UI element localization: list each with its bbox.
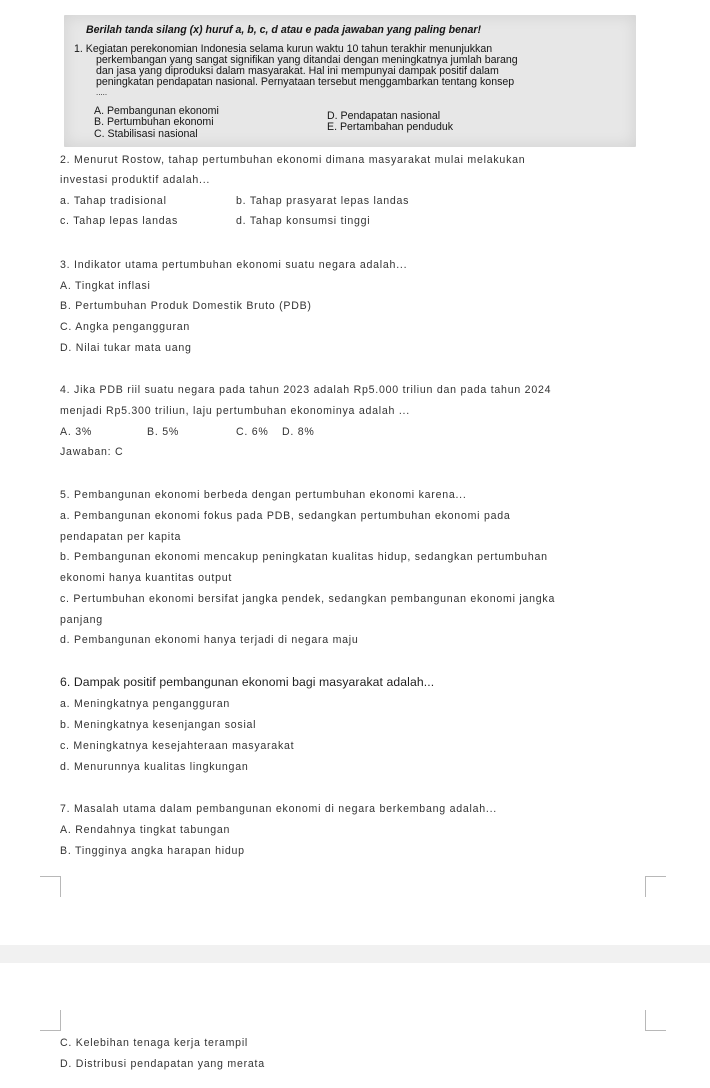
q2-option-d: d. Tahap konsumsi tinggi (236, 215, 371, 227)
q7-text: 7. Masalah utama dalam pembangunan ekonomi di negara berkembang adalah... (60, 803, 497, 815)
instruction-text: Berilah tanda silang (x) huruf a, b, c, d atau e pada jawaban yang paling benar! (86, 24, 481, 36)
q2-option-b: b. Tahap prasyarat lepas landas (236, 195, 410, 207)
q7-option-c: C. Kelebihan tenaga kerja terampil (60, 1037, 249, 1049)
q7-option-b: B. Tingginya angka harapan hidup (60, 845, 245, 857)
q4-option-d: D. 8% (282, 426, 315, 438)
q5-option-c: c. Pertumbuhan ekonomi bersifat jangka pendek, sedangkan pembangunan ekonomi jangka (60, 593, 556, 605)
q4-text: 4. Jika PDB riil suatu negara pada tahun 2023 adalah Rp5.000 triliun dan pada tahun 2024 (60, 384, 552, 396)
q1-line: peningkatan pendapatan nasional. Pernyataan tersebut menggambarkan tentang konsep (96, 76, 515, 88)
q4-answer: Jawaban: C (60, 446, 124, 458)
q4-option-a: A. 3% (60, 426, 93, 438)
q4-text-cont: menjadi Rp5.300 triliun, laju pertumbuhan ekonominya adalah ... (60, 405, 410, 417)
q1-option-b: B. Pertumbuhan ekonomi (94, 116, 214, 128)
q1-option-a: A. Pembangunan ekonomi (94, 105, 219, 117)
q5-option-a: a. Pembangunan ekonomi fokus pada PDB, sedangkan pertumbuhan ekonomi pada (60, 510, 511, 522)
q3-text: 3. Indikator utama pertumbuhan ekonomi suatu negara adalah... (60, 259, 408, 271)
q5-option-a-cont: pendapatan per kapita (60, 531, 182, 543)
q1-option-d: D. Pendapatan nasional (327, 110, 441, 122)
q1-ellipsis: ..... (96, 88, 108, 97)
q1-option-e: E. Pertambahan penduduk (327, 121, 454, 133)
page-gap (0, 945, 710, 963)
q7-option-d: D. Distribusi pendapatan yang merata (60, 1058, 265, 1070)
q2-option-c: c. Tahap lepas landas (60, 215, 179, 227)
q6-option-b: b. Meningkatnya kesenjangan sosial (60, 719, 257, 731)
page-corner-mark (645, 876, 666, 897)
scanned-question-block (64, 15, 636, 147)
q4-option-c: C. 6% (236, 426, 269, 438)
q1-line: perkembangan yang sangat signifikan yang ditandai dengan meningkatnya jumlah barang (96, 54, 518, 66)
q7-option-a: A. Rendahnya tingkat tabungan (60, 824, 231, 836)
page-corner-mark (40, 1010, 61, 1031)
q4-option-b: B. 5% (147, 426, 180, 438)
q5-option-b-cont: ekonomi hanya kuantitas output (60, 572, 233, 584)
q3-option-c: C. Angka pengangguran (60, 321, 191, 333)
q3-option-b: B. Pertumbuhan Produk Domestik Bruto (PDB) (60, 300, 312, 312)
q6-text: 6. Dampak positif pembangunan ekonomi bagi masyarakat adalah... (60, 675, 435, 689)
q3-option-d: D. Nilai tukar mata uang (60, 342, 192, 354)
q1-line: dan jasa yang diproduksi dalam masyarakat. Hal ini mempunyai dampak positif dalam (96, 65, 499, 77)
q5-option-c-cont: panjang (60, 614, 103, 626)
q1-option-c: C. Stabilisasi nasional (94, 128, 198, 140)
q2-option-a: a. Tahap tradisional (60, 195, 167, 207)
q2-text-cont: investasi produktif adalah... (60, 174, 211, 186)
q6-option-d: d. Menurunnya kualitas lingkungan (60, 761, 249, 773)
q2-text: 2. Menurut Rostow, tahap pertumbuhan ekonomi dimana masyarakat mulai melakukan (60, 154, 526, 166)
page-corner-mark (645, 1010, 666, 1031)
q3-option-a: A. Tingkat inflasi (60, 280, 151, 292)
q5-text: 5. Pembangunan ekonomi berbeda dengan pertumbuhan ekonomi karena... (60, 489, 467, 501)
q1-line: 1. Kegiatan perekonomian Indonesia selama kurun waktu 10 tahun terakhir menunjukkan (74, 43, 493, 55)
q5-option-b: b. Pembangunan ekonomi mencakup peningkatan kualitas hidup, sedangkan pertumbuhan (60, 551, 548, 563)
q6-option-a: a. Meningkatnya pengangguran (60, 698, 231, 710)
q5-option-d: d. Pembangunan ekonomi hanya terjadi di negara maju (60, 634, 359, 646)
q6-option-c: c. Meningkatnya kesejahteraan masyarakat (60, 740, 295, 752)
page-corner-mark (40, 876, 61, 897)
